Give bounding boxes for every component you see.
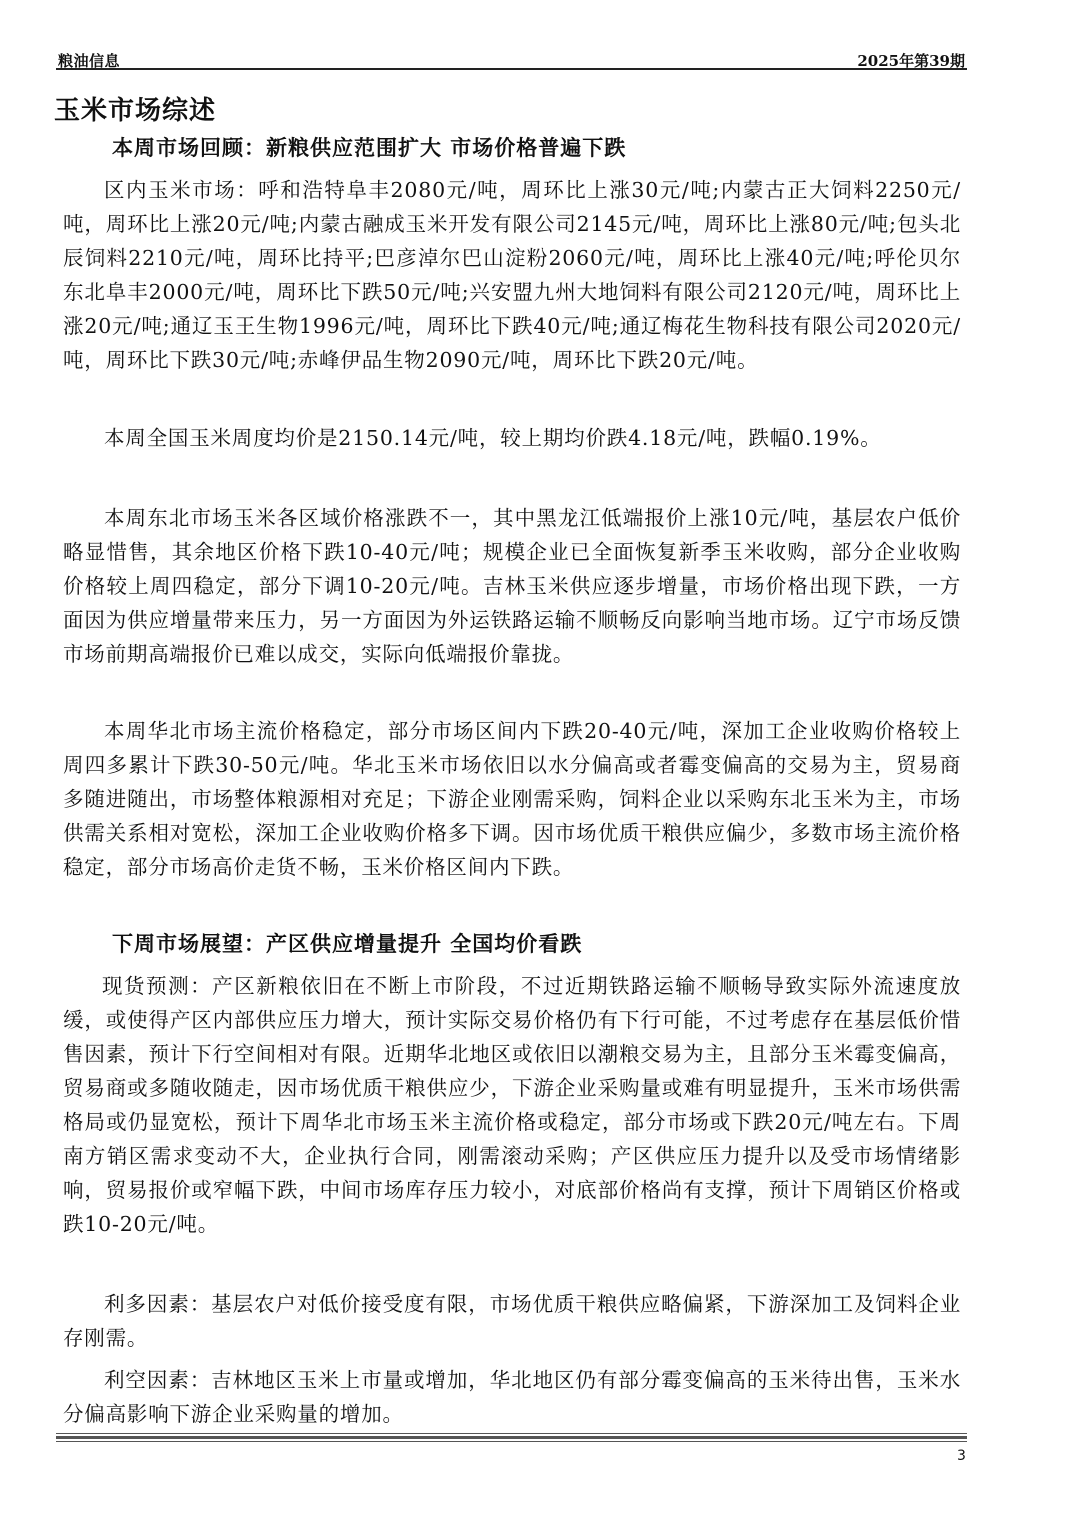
header-divider xyxy=(56,68,967,70)
outlook-heading: 下周市场展望：产区供应增量提升 全国均价看跌 xyxy=(112,931,583,956)
review-heading: 本周市场回顾：新粮供应范围扩大 市场价格普遍下跌 xyxy=(112,135,627,160)
page-number: 3 xyxy=(957,1448,966,1464)
issue-number: 2025年第39期 xyxy=(857,52,965,70)
section-title: 玉米市场综述 xyxy=(54,96,217,126)
spot-forecast-paragraph: 现货预测：产区新粮依旧在不断上市阶段，不过近期铁路运输不顺畅导致实际外流速度放缓，或使得产区内部供应压力增大，预计实际交易价格仍有下行可能，不过考虑存在基层低价惜售因素，预计下行空间相对有限。近期华北地区或依旧以潮粮交易为主，且部分玉米霉变偏高，贸易商或多随收随走，因市场优质干粮供应少，下游企业采购量或难有明显提升，玉米市场供需格局或仍显宽松，预计下周华北市场玉米主流价格或稳定，部分市场或下跌20元/吨左右。下周南方销区需求变动不大，企业执行合同，刚需滚动采购；产区供应压力提升以及受市场情绪影响，贸易报价或窄幅下跌，中间市场库存压力较小，对底部价格尚有支撑，预计下周销区价格或跌10-20元/吨。 xyxy=(63,974,961,1236)
northeast-market-paragraph: 本周东北市场玉米各区域价格涨跌不一，其中黑龙江低端报价上涨10元/吨，基层农户低价略显惜售，其余地区价格下跌10-40元/吨；规模企业已全面恢复新季玉米收购，部分企业收购价格较上周四稳定，部分下调10-20元/吨。吉林玉米供应逐步增量，市场价格出现下跌，一方面因为供应增量带来压力，另一方面因为外运铁路运输不顺畅反向影响当地市场。辽宁市场反馈市场前期高端报价已难以成交，实际向低端报价靠拢。 xyxy=(63,506,961,666)
footer-divider xyxy=(56,1433,967,1442)
bearish-factors-paragraph: 利空因素：吉林地区玉米上市量或增加，华北地区仍有部分霉变偏高的玉米待出售，玉米水分偏高影响下游企业采购量的增加。 xyxy=(63,1368,961,1426)
national-average-paragraph: 本周全国玉米周度均价是2150.14元/吨，较上期均价跌4.18元/吨，跌幅0.19%。 xyxy=(104,426,882,450)
publication-name: 粮油信息 xyxy=(58,52,121,70)
bullish-factors-paragraph: 利多因素：基层农户对低价接受度有限，市场优质干粮供应略偏紧，下游深加工及饲料企业存刚需。 xyxy=(63,1292,961,1350)
regional-prices-paragraph: 区内玉米市场：呼和浩特阜丰2080元/吨，周环比上涨30元/吨;内蒙古正大饲料2250元/吨，周环比上涨20元/吨;内蒙古融成玉米开发有限公司2145元/吨，周环比上涨80元/吨;包头北辰饲料2210元/吨，周环比持平;巴彦淖尔巴山淀粉2060元/吨，周环比上涨40元/吨;呼伦贝尔东北阜丰2000元/吨，周环比下跌50元/吨;兴安盟九州大地饲料有限公司2120元/吨，周环比上涨20元/吨;通辽玉王生物1996元/吨，周环比下跌40元/吨;通辽梅花生物科技有限公司2020元/吨，周环比下跌30元/吨;赤峰伊品生物2090元/吨，周环比下跌20元/吨。 xyxy=(63,178,961,372)
north-china-market-paragraph: 本周华北市场主流价格稳定，部分市场区间内下跌20-40元/吨，深加工企业收购价格较上周四多累计下跌30-50元/吨。华北玉米市场依旧以水分偏高或者霉变偏高的交易为主，贸易商多随进随出，市场整体粮源相对充足；下游企业刚需采购，饲料企业以采购东北玉米为主，市场供需关系相对宽松，深加工企业收购价格多下调。因市场优质干粮供应偏少，多数市场主流价格稳定，部分市场高价走货不畅，玉米价格区间内下跌。 xyxy=(63,719,961,879)
